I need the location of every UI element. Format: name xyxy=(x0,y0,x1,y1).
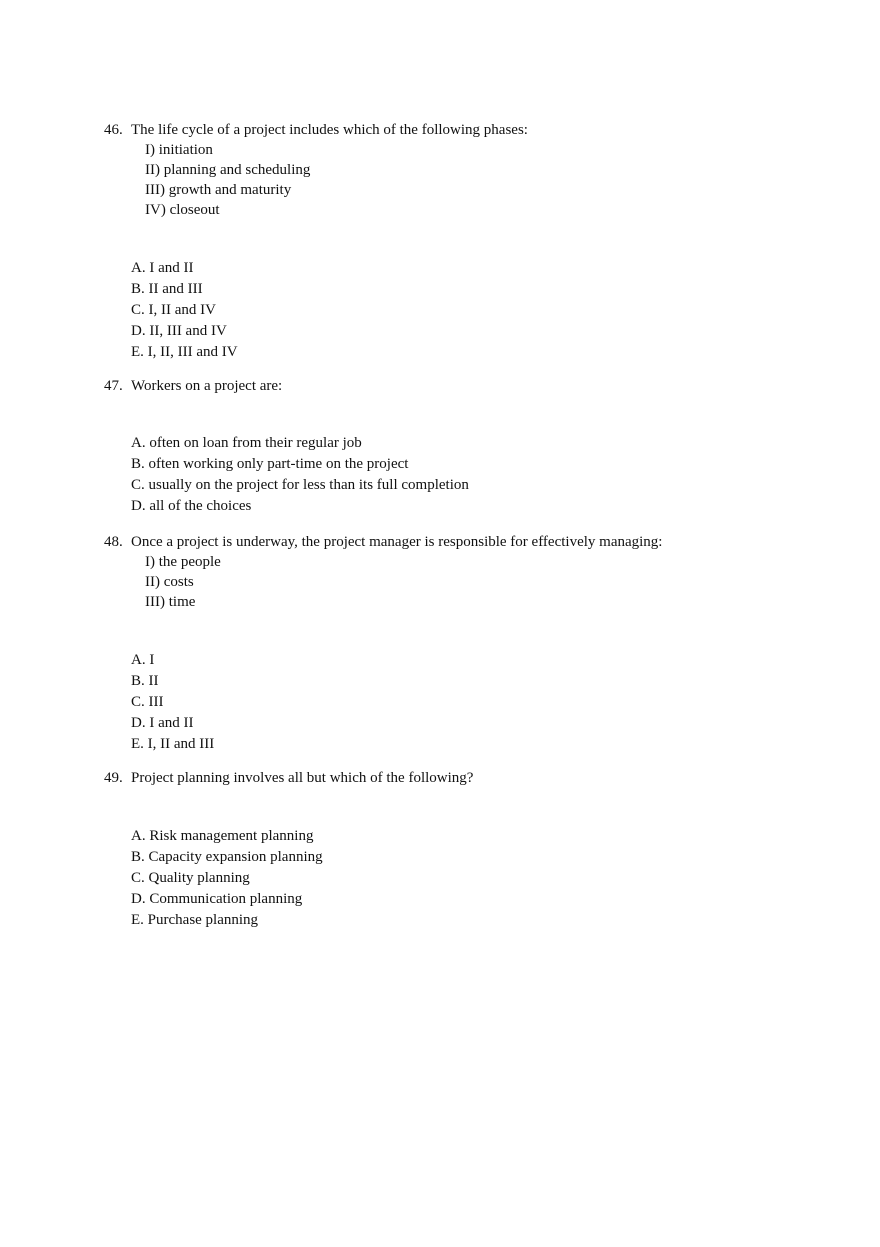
answer-option: C. Quality planning xyxy=(131,870,250,886)
answer-option: D. I and II xyxy=(131,715,194,731)
answer-option: B. Capacity expansion planning xyxy=(131,849,323,865)
question-header xyxy=(104,376,824,396)
answer-option: D. II, III and IV xyxy=(131,323,227,339)
question-number: 46. xyxy=(104,122,123,138)
answer-option: C. usually on the project for less than its full completion xyxy=(131,477,469,493)
question-header xyxy=(104,120,824,140)
answer-option: A. I and II xyxy=(131,260,194,276)
answer-option: D. all of the choices xyxy=(131,498,252,514)
answer-option: C. III xyxy=(131,694,164,710)
answer-options xyxy=(131,258,824,363)
statement: IV) closeout xyxy=(145,202,220,218)
answer-option: E. I, II and III xyxy=(131,736,215,752)
answer-option: B. II and III xyxy=(131,281,203,297)
answer-option: A. I xyxy=(131,652,155,668)
answer-option: B. II xyxy=(131,673,159,689)
answer-option: B. often working only part-time on the project xyxy=(131,456,409,472)
statement: I) the people xyxy=(145,554,221,570)
question-number: 49. xyxy=(104,770,123,786)
question-48 xyxy=(104,532,824,755)
question-header xyxy=(104,532,824,552)
answer-options xyxy=(131,433,824,517)
answer-option: E. Purchase planning xyxy=(131,912,259,928)
question-text: Workers on a project are: xyxy=(131,378,283,394)
answer-option: D. Communication planning xyxy=(131,891,303,907)
question-header xyxy=(104,768,824,788)
question-text: The life cycle of a project includes which of the following phases: xyxy=(131,122,528,138)
question-number: 47. xyxy=(104,378,123,394)
question-46 xyxy=(104,120,824,363)
answer-option: A. Risk management planning xyxy=(131,828,314,844)
answer-option: C. I, II and IV xyxy=(131,302,216,318)
statement: II) planning and scheduling xyxy=(145,162,311,178)
answer-option: E. I, II, III and IV xyxy=(131,344,238,360)
statement-list xyxy=(145,552,824,612)
question-47 xyxy=(104,376,824,517)
answer-options xyxy=(131,826,824,931)
statement: III) growth and maturity xyxy=(145,182,292,198)
question-number: 48. xyxy=(104,534,123,550)
question-text: Once a project is underway, the project manager is responsible for effectively managing: xyxy=(131,534,663,550)
question-49 xyxy=(104,768,824,931)
statement: I) initiation xyxy=(145,142,213,158)
statement: III) time xyxy=(145,594,196,610)
statement-list xyxy=(145,140,824,220)
answer-options xyxy=(131,650,824,755)
statement: II) costs xyxy=(145,574,194,590)
answer-option: A. often on loan from their regular job xyxy=(131,435,362,451)
question-text: Project planning involves all but which of the following? xyxy=(131,770,474,786)
